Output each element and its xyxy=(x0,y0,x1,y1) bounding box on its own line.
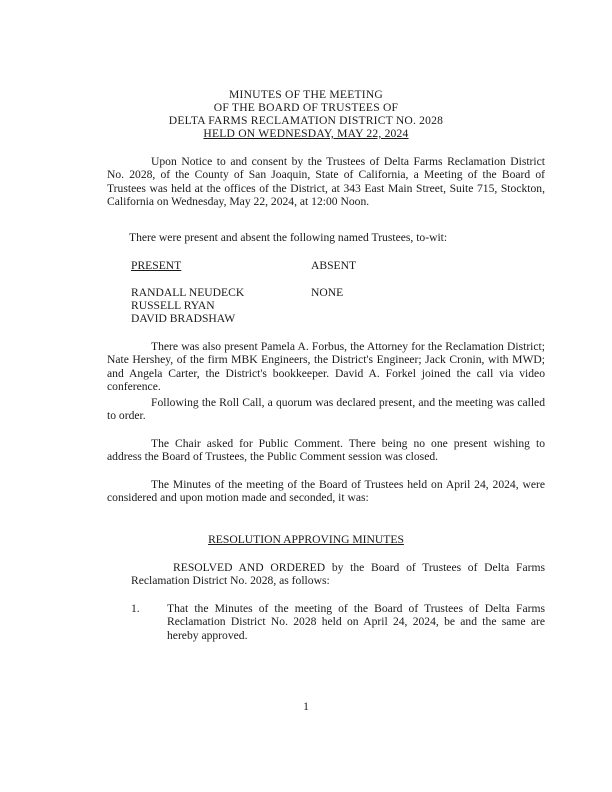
also-present-text: There was also present Pamela A. Forbus, the Attorney for the Reclamation District; Nate Hershey, of the firm MBK Engineers, the District's Engineer; Jack Cronin, with MWD; and Angela Carter, the District's bookkeeper. David A. Forkel joined the call via video conference. xyxy=(107,340,545,394)
resolution-item-number: 1. xyxy=(131,602,140,615)
minutes-text: The Minutes of the meeting of the Board of Trustees held on April 24, 2024, were considered and upon motion made and seconded, it was: xyxy=(107,478,545,505)
also-present-paragraph xyxy=(107,340,545,394)
present-header: PRESENT xyxy=(131,259,182,272)
absent-header: ABSENT xyxy=(311,259,357,272)
resolved-text: RESOLVED AND ORDERED by the Board of Trustees of Delta Farms Reclamation District No. 2028, as follows: xyxy=(131,561,545,588)
present-trustee: RANDALL NEUDECK xyxy=(131,286,245,299)
resolution-item-text: That the Minutes of the meeting of the Board of Trustees of Delta Farms Reclamation District No. 2028 held on April 24, 2024, be and the same are hereby approved. xyxy=(167,602,545,642)
notice-paragraph xyxy=(107,155,545,209)
title-line-3: DELTA FARMS RECLAMATION DISTRICT NO. 2028 xyxy=(168,114,444,127)
public-comment-text: The Chair asked for Public Comment. There being no one present wishing to address the Board of Trustees, the Public Comment session was closed. xyxy=(107,437,545,464)
roll-call-paragraph xyxy=(107,396,545,423)
resolved-paragraph xyxy=(131,561,545,588)
minutes-paragraph xyxy=(107,478,545,505)
absent-trustee: NONE xyxy=(311,286,344,299)
present-trustee: RUSSELL RYAN xyxy=(131,299,215,312)
roll-call-text: Following the Roll Call, a quorum was declared present, and the meeting was called to order. xyxy=(107,396,545,423)
page-number: 1 xyxy=(303,700,309,713)
title-line-2: OF THE BOARD OF TRUSTEES OF xyxy=(213,101,399,114)
public-comment-paragraph xyxy=(107,437,545,464)
document-title xyxy=(0,88,612,140)
resolution-heading: RESOLUTION APPROVING MINUTES xyxy=(208,533,404,546)
notice-text: Upon Notice to and consent by the Trustees of Delta Farms Reclamation District No. 2028, of the County of San Joaquin, State of California, a Meeting of the Board of Trustees was held at the offices of the District, at 343 East Main Street, Suite 715, Stockton, California on Wednesday, May 22, 2024, at 12:00 Noon. xyxy=(107,155,545,209)
title-line-4: HELD ON WEDNESDAY, MAY 22, 2024 xyxy=(203,127,409,140)
title-line-1: MINUTES OF THE MEETING xyxy=(229,88,383,101)
present-absent-intro xyxy=(107,231,545,244)
present-absent-intro-text: There were present and absent the following named Trustees, to-wit: xyxy=(129,231,448,244)
present-trustee: DAVID BRADSHAW xyxy=(131,312,236,325)
